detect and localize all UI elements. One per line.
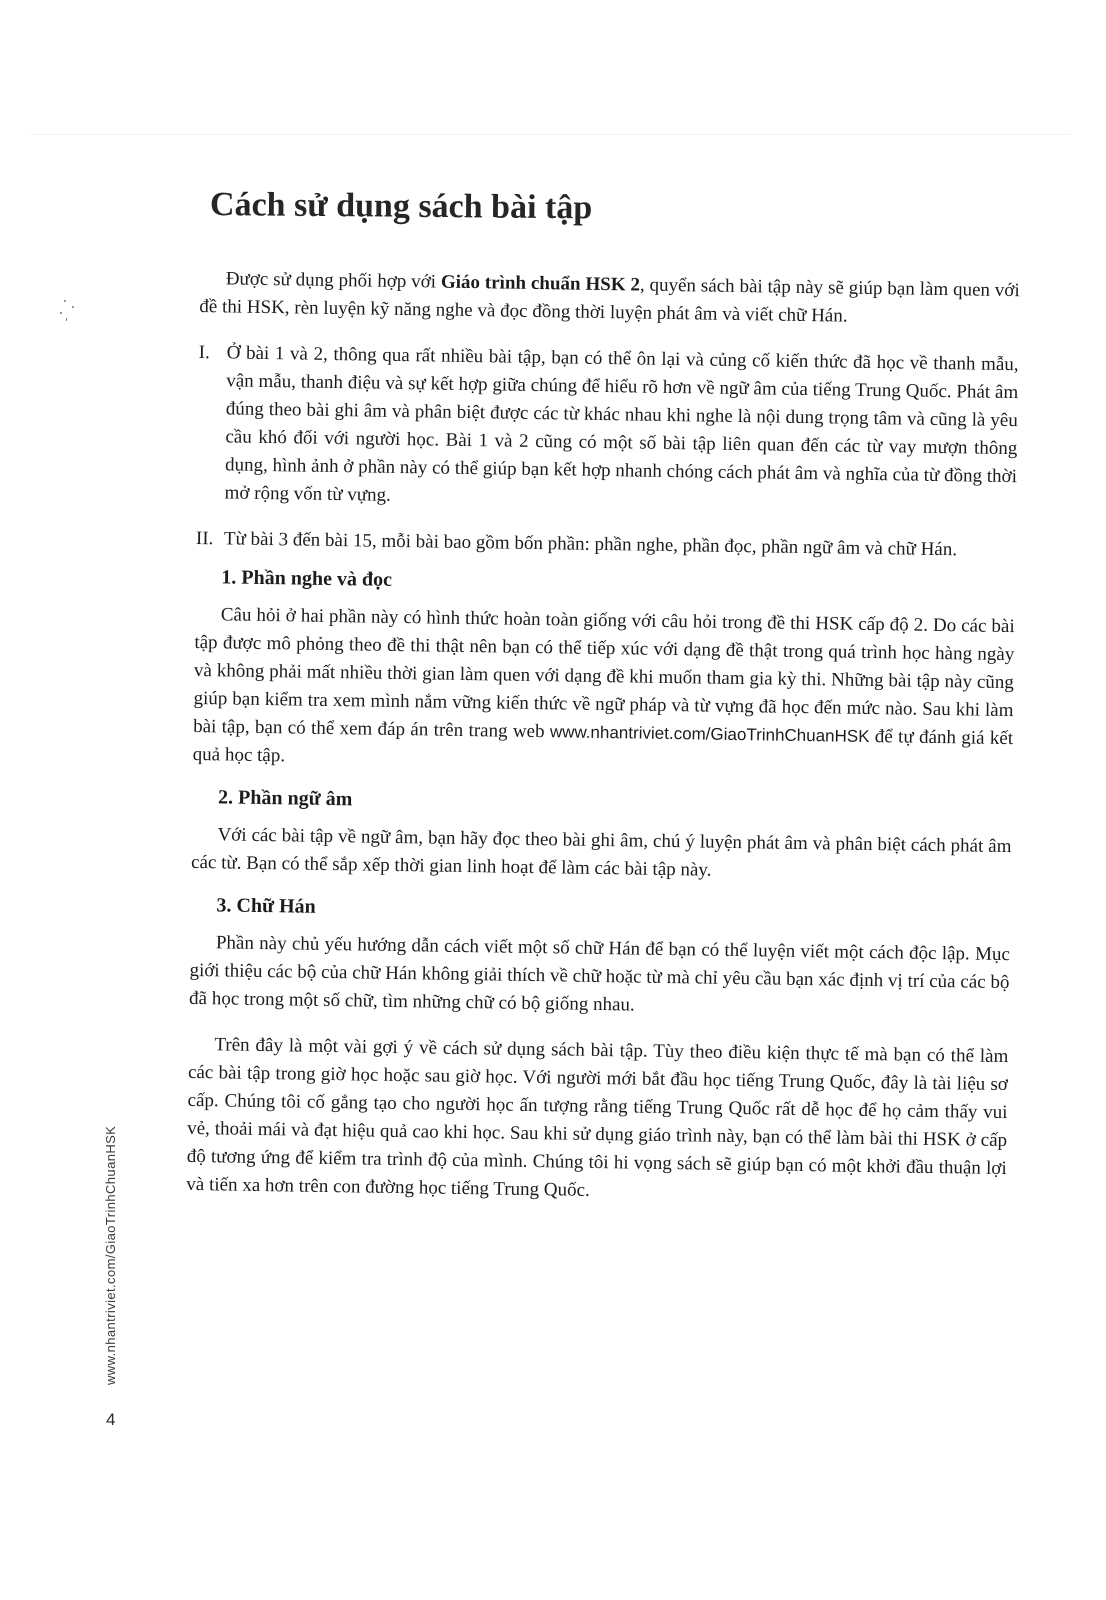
section-marker: II. (195, 527, 214, 550)
section-two (196, 525, 1016, 565)
answers-url-link[interactable]: www.nhantriviet.com/GiaoTrinhChuanHSK (549, 722, 870, 746)
subsection-text: Câu hỏi ở hai phần này có hình thức hoàn toàn giống với câu hỏi trong đề thi HSK cấp độ 2. Do các bài tập được mô phỏng theo đề thi thật nên bạn có thể tiếp xúc với dạng đề thật trong quá trình học hàng ngày và không phải mất nhiều thời gian làm quen với dạng đề khi muốn tham gia kỳ thi. Những bài tập này cũng giúp bạn kiểm tra xem mình nắm vững kiến thức về ngữ pháp và từ vựng đã học đến mức nào. Sau khi làm bài tập, bạn có thể xem đáp án trên trang web (192, 604, 1015, 743)
scan-speck (72, 306, 74, 308)
subsection-heading-phonetics: 2. Phần ngữ âm (217, 786, 353, 811)
vertical-website-text: www.nhantriviet.com/GiaoTrinhChuanHSK (103, 1125, 118, 1385)
intro-book-title: Giáo trình chuẩn HSK 2 (440, 271, 641, 296)
section-text: Ở bài 1 và 2, thông qua rất nhiều bài tập, bạn có thể ôn lại và củng cố kiến thức đã học về thanh mẫu, vận mẫu, thanh điệu và sự kết hợp giữa chúng để hiểu rõ hơn về ngữ âm của tiếng Trung Quốc. Phát âm đúng theo bài ghi âm và phân biệt được các từ khác nhau khi nghe là nội dung trọng tâm và cũng là yêu cầu khó đối với người học. Bài 1 và 2 cũng có một số bài tập liên quan đến các từ vay mượn thông dụng, hình ảnh ở phần này có thể giúp bạn kết hợp nhanh chóng cách phát âm và nghĩa của từ đồng thời mở rộng vốn từ vựng. (224, 342, 1019, 506)
top-scan-rule (30, 134, 1070, 135)
scan-speck (64, 300, 66, 302)
page-number: 4 (106, 1410, 116, 1429)
subsection-heading-listening-reading: 1. Phần nghe và đọc (221, 566, 393, 591)
page-title: Cách sử dụng sách bài tập (209, 186, 593, 227)
section-text: Từ bài 3 đến bài 15, mỗi bài bao gồm bốn phần: phần nghe, phần đọc, phần ngữ âm và chữ Hán. (223, 528, 958, 561)
scan-speck (60, 312, 62, 314)
subsection-heading-chinese-characters: 3. Chữ Hán (216, 894, 316, 918)
section-one (196, 339, 1018, 519)
page-content (186, 265, 1020, 1211)
intro-paragraph (199, 265, 1020, 333)
subsection-text-after: để tự đánh giá kết quả học tập. (192, 725, 1014, 767)
section-marker: I. (198, 341, 210, 364)
intro-text-before: Được sử dụng phối hợp với (225, 268, 442, 293)
scan-speck (66, 318, 67, 321)
closing-paragraph: Trên đây là một vài gợi ý về cách sử dụng sách bài tập. Tùy theo điều kiện thực tế mà bạn có thể làm các bài tập trong giờ học hoặc sau giờ học. Với người mới bắt đầu học tiếng Trung Quốc, đây là tài liệu sơ cấp. Chúng tôi cố gắng tạo cho người học ấn tượng rằng tiếng Trung Quốc rất dễ học để họ cảm thấy vui vẻ, thoải mái và đạt hiệu quả cao khi học. Sau khi sử dụng giáo trình này, bạn có thể làm bài thi HSK ở cấp độ tương ứng để kiểm tra trình độ của mình. Chúng tôi hi vọng sách sẽ giúp bạn có một khởi đầu thuận lợi và tiến xa hơn trên con đường học tiếng Trung Quốc. (186, 1034, 1009, 1201)
subsection-text-listening-reading (193, 601, 1015, 781)
subsection-text-chinese-characters: Phần này chủ yếu hướng dẫn cách viết một số chữ Hán để bạn có thể luyện viết một cách độc lập. Mục giới thiệu các bộ của chữ Hán không giải thích về chữ hoặc từ mà chỉ yêu cầu bạn xác định vị trí của các bộ đã học trong một số chữ, tìm những chữ có bộ giống nhau. (188, 932, 1011, 1016)
subsection-text-phonetics: Với các bài tập về ngữ âm, bạn hãy đọc theo bài ghi âm, chú ý luyện phát âm và phân biệt cách phát âm các từ. Bạn có thể sắp xếp thời gian linh hoạt để làm các bài tập này. (190, 824, 1012, 881)
intro-text-after: , quyển sách bài tập này sẽ giúp bạn làm quen với đề thi HSK, rèn luyện kỹ năng nghe và đọc đồng thời luyện phát âm và viết chữ Hán. (199, 274, 1020, 327)
